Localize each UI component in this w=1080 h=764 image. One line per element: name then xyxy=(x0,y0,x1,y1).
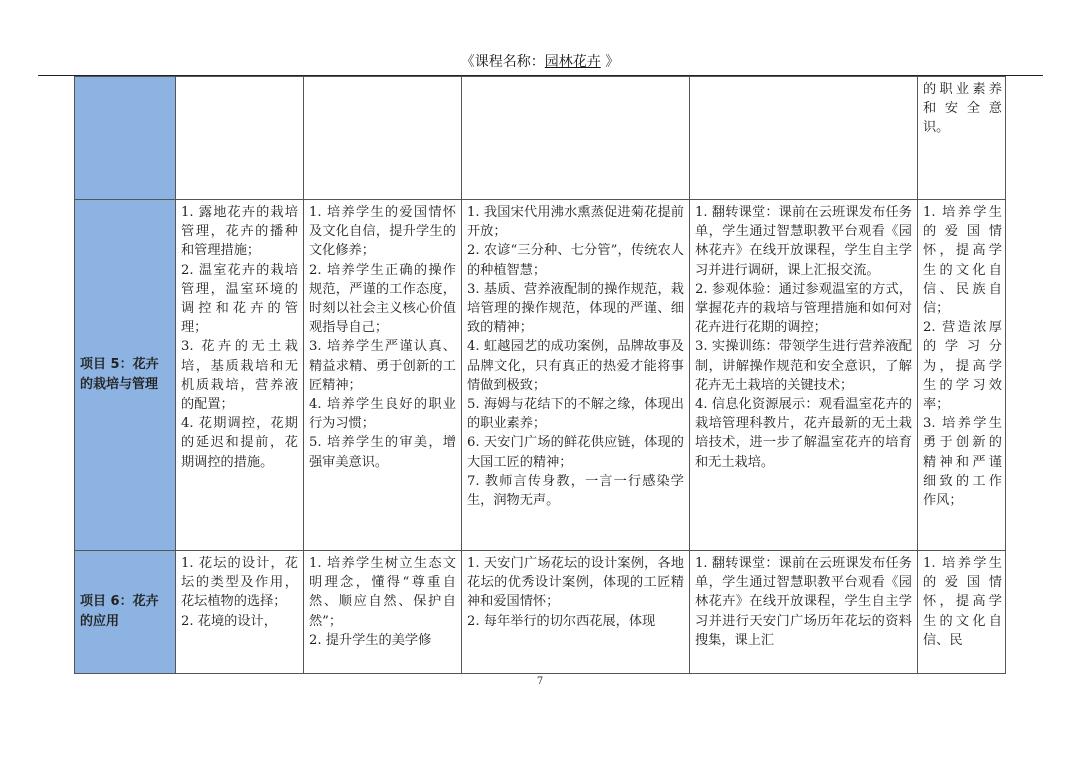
cell-line: 1. 培养学生树立生态文明理念，懂得“尊重自然、顺应自然、保护自然”； xyxy=(309,556,456,629)
project-cell xyxy=(75,200,176,551)
cell-line: 1. 花坛的设计，花坛的类型及作用，花坛植物的选择； xyxy=(181,556,298,610)
cell-line: 4. 花期调控，花期的延迟和提前，花期调控的措施。 xyxy=(181,416,298,470)
cell-line: 4. 培养学生良好的职业行为习惯； xyxy=(309,397,456,432)
cell-line: 2. 温室花卉的栽培管理，温室环境的调控和花卉的管理； xyxy=(181,262,298,336)
cell-line: 2. 每年举行的切尔西花展，体现 xyxy=(467,613,656,629)
cell-line: 2. 参观体验：通过参观温室的方式，掌握花卉的栽培与管理措施和如何对花卉进行花期的调控； xyxy=(695,281,912,336)
knowledge-cell xyxy=(176,200,304,551)
cell-line: 2. 培养学生正确的操作规范，严谨的工作态度，时刻以社会主义核心价值观指导自己； xyxy=(309,262,456,336)
cell-line: 3. 花卉的无土栽培，基质栽培和无机质栽培，营养液的配置； xyxy=(181,339,298,413)
knowledge-cell xyxy=(176,77,304,200)
cell-line: 1. 翻转课堂：课前在云班课发布任务单，学生通过智慧职教平台观看《园林花卉》在线开放课程，学生自主学习并进行调研，课上汇报交流。 xyxy=(695,205,912,278)
cell-line: 1. 翻转课堂：课前在云班课发布任务单，学生通过智慧职教平台观看《园林花卉》在线开放课程，学生自主学习并进行天安门广场历年花坛的资料搜集，课上汇 xyxy=(695,556,912,648)
cell-line: 3. 培养学生勇于创新的精神和严谨细致的工作作风； xyxy=(923,416,1002,509)
project-cell xyxy=(75,77,176,200)
cell-line: 3. 实操训练：带领学生进行营养液配制，讲解操作规范和安全意识，了解花卉无土栽培的关键技术； xyxy=(695,339,912,393)
table-row xyxy=(75,551,1006,674)
cell-line: 2. 农谚“三分种、七分管”，传统农人的种植智慧； xyxy=(467,243,684,278)
ideology-goals-cell xyxy=(304,77,462,200)
cell-line: 的职业素养和安全意识。 xyxy=(923,82,1002,136)
header-suffix: 》 xyxy=(600,54,620,70)
cell-line: 4. 信息化资源展示：观看温室花卉的栽培管理科教片，花卉最新的无土栽培技术，进一步了解温室花卉的培育和无土栽培。 xyxy=(695,397,912,470)
cell-line: 1. 我国宋代用沸水熏蒸促进菊花提前开放； xyxy=(467,205,684,240)
page-header xyxy=(0,53,1080,71)
knowledge-cell xyxy=(176,551,304,674)
project-cell xyxy=(75,551,176,674)
cell-line: 2. 营造浓厚的学习分为，提高学生的学习效率； xyxy=(923,320,1002,413)
cell-line: 1. 培养学生的爱国情怀及文化自信，提升学生的文化修养； xyxy=(309,205,456,259)
cell-line: 1. 培养学生的爱国情怀，提高学生的文化自信、民 xyxy=(923,556,1002,648)
cell-line: 5. 培养学生的审美，增强审美意识。 xyxy=(309,435,456,470)
teaching-methods-cell xyxy=(690,77,918,200)
cell-line: 6. 天安门广场的鲜花供应链，体现的大国工匠的精神； xyxy=(467,435,684,470)
cell-line: 1. 天安门广场花坛的设计案例，各地花坛的优秀设计案例，体现的工匠精神和爱国情怀； xyxy=(467,556,684,610)
cell-line: 4. 虹越园艺的成功案例，品牌故事及品牌文化，只有真正的热爱才能将事情做到极致； xyxy=(467,339,684,393)
cell-line: 3. 培养学生严谨认真、精益求精、勇于创新的工匠精神； xyxy=(309,339,456,393)
cell-line: 5. 海姆与花结下的不解之缘，体现出的职业素养； xyxy=(467,397,684,432)
cell-line: 1. 露地花卉的栽培管理，花卉的播种和管理措施； xyxy=(181,205,298,259)
table-row xyxy=(75,200,1006,551)
teaching-methods-cell xyxy=(690,551,918,674)
ideology-elements-cell xyxy=(462,77,690,200)
header-prefix: 《课程名称： xyxy=(460,54,545,70)
outcomes-cell xyxy=(918,200,1006,551)
cell-line: 2. 提升学生的美学修 xyxy=(309,632,432,648)
cell-line: 7. 教师言传身教，一言一行感染学生，润物无声。 xyxy=(467,473,684,509)
page-number: 7 xyxy=(536,676,544,687)
teaching-methods-cell xyxy=(690,200,918,551)
project-title: 项目 5：花卉的栽培与管理 xyxy=(80,357,159,392)
ideology-elements-cell xyxy=(462,551,690,674)
cell-line: 2. 花境的设计， xyxy=(181,613,277,629)
course-table xyxy=(74,76,1006,674)
outcomes-cell xyxy=(918,551,1006,674)
ideology-elements-cell xyxy=(462,200,690,551)
ideology-goals-cell xyxy=(304,200,462,551)
ideology-goals-cell xyxy=(304,551,462,674)
table-row xyxy=(75,77,1006,200)
cell-line: 3. 基质、营养液配制的操作规范，栽培管理的操作规范，体现的严谨、细致的精神； xyxy=(467,281,684,336)
project-title: 项目 6：花卉的应用 xyxy=(80,594,159,629)
outcomes-cell xyxy=(918,77,1006,200)
course-name: 园林花卉 xyxy=(544,54,601,70)
cell-line: 1. 培养学生的爱国情怀，提高学生的文化自信、民族自信； xyxy=(923,205,1002,317)
